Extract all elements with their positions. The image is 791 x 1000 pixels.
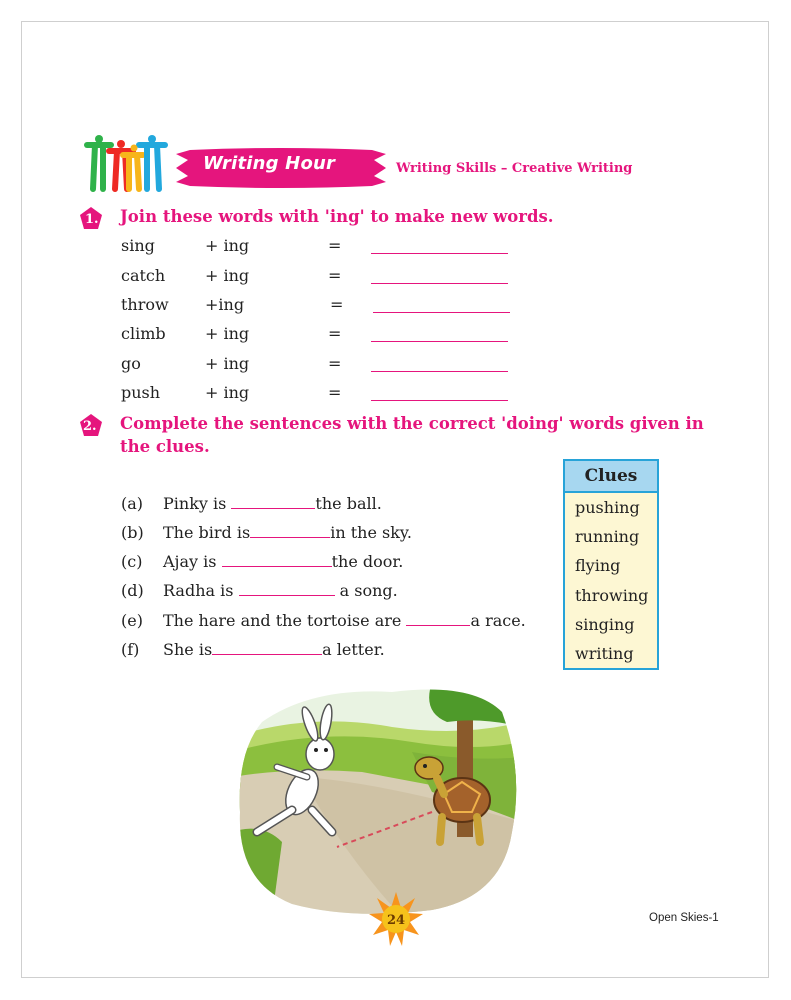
suffix: +ing [205,295,245,314]
base-word: catch [121,266,166,285]
word-row [121,383,521,407]
base-word: climb [121,324,166,343]
answer-blank[interactable] [371,283,508,284]
word-row [121,236,521,260]
base-word: sing [121,236,155,255]
base-word: throw [121,295,169,314]
clue-word: writing [575,643,634,663]
svg-text:1.: 1. [85,212,99,227]
clues-box [563,459,659,670]
equals-sign: = [330,295,344,314]
word-row [121,324,521,348]
sentence-label: (b) [121,523,144,542]
sentence-label: (f) [121,640,140,659]
answer-blank[interactable] [371,371,508,372]
sentence-text: the door. [331,552,404,571]
clue-word: running [575,527,640,547]
book-title: Open Skies-1 [649,912,719,924]
equals-sign: = [328,324,342,343]
question-number-badge [79,413,103,437]
sentence-text: a song. [334,581,398,600]
equals-sign: = [328,354,342,373]
svg-text:24: 24 [386,913,406,928]
svg-text:2.: 2. [83,419,97,434]
answer-blank[interactable] [371,341,508,342]
sentence-label: (e) [121,611,143,630]
section-subtitle: Writing Skills – Creative Writing [396,161,633,176]
suffix: + ing [205,236,250,255]
base-word: go [121,354,141,373]
clue-word: flying [575,556,621,576]
word-row [121,266,521,290]
instruction-line: the clues. [120,437,210,456]
sentence-text: a letter. [322,640,385,659]
answer-blank[interactable] [231,494,315,509]
hare-and-tortoise-illustration [232,682,522,917]
sentence-text: in the sky. [330,523,412,542]
clue-word: throwing [575,585,649,605]
clue-word: singing [575,614,635,634]
clue-word: pushing [575,498,640,517]
suffix: + ing [205,354,250,373]
equals-sign: = [328,266,342,285]
word-row [121,354,521,378]
sentence-label: (d) [121,581,144,600]
sentence-text: the ball. [315,494,382,513]
equals-sign: = [328,383,342,402]
equals-sign: = [328,236,342,255]
page-number-badge [369,892,423,946]
base-word: push [121,383,161,402]
sentence-text: The hare and the tortoise are [163,611,407,630]
answer-blank[interactable] [239,581,335,596]
answer-blank[interactable] [250,523,330,538]
sentence-label: (a) [121,494,144,513]
word-row [121,295,521,319]
question-2-instruction [120,412,704,458]
sentence-text: Pinky is [163,494,232,513]
sentence-text: a race. [470,611,526,630]
answer-blank[interactable] [212,640,322,655]
children-logo-icon [79,135,171,195]
answer-blank[interactable] [406,611,470,626]
instruction-line: Complete the sentences with the correct 'doing' words given in [120,414,704,433]
question-1-instruction: Join these words with 'ing' to make new words. [120,207,554,226]
sentence-text: The bird is [163,523,251,542]
answer-blank[interactable] [371,253,508,254]
sentence-text: Ajay is [163,552,222,571]
answer-blank[interactable] [371,400,508,401]
suffix: + ing [205,324,250,343]
answer-blank[interactable] [373,312,510,313]
sentence-text: Radha is [163,581,239,600]
question-number-badge [79,206,103,230]
sentence-text: She is [163,640,213,659]
banner-title: Writing Hour [203,153,336,174]
suffix: + ing [205,383,250,402]
sentence-label: (c) [121,552,143,571]
answer-blank[interactable] [222,552,332,567]
clues-heading: Clues [565,461,657,493]
suffix: + ing [205,266,250,285]
